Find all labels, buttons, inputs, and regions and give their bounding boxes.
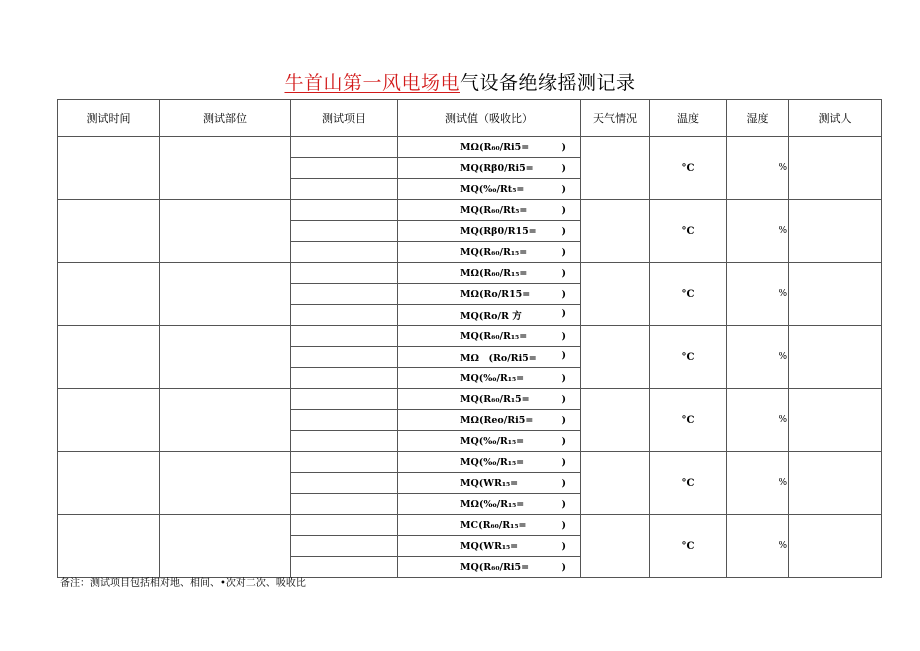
humidity-cell[interactable]: % [727, 200, 789, 263]
test-item-cell[interactable] [291, 284, 398, 305]
header-weather: 天气情况 [581, 100, 650, 137]
tester-cell[interactable] [789, 137, 882, 200]
humidity-cell[interactable]: % [727, 515, 789, 578]
test-item-cell[interactable] [291, 326, 398, 347]
test-item-cell[interactable] [291, 158, 398, 179]
tester-cell[interactable] [789, 326, 882, 389]
test-value-cell[interactable]: MQ(Ro/R 方 ) [398, 305, 581, 326]
test-value-cell[interactable]: MQ(R₆₀/R₁₅= ) [398, 326, 581, 347]
tester-cell[interactable] [789, 200, 882, 263]
test-item-cell[interactable] [291, 473, 398, 494]
table-row [58, 137, 882, 158]
table-row [58, 200, 882, 221]
title-station: 牛首山第一风电场电 [284, 72, 460, 94]
test-value-cell[interactable]: MC(R₆₀/R₁₅= ) [398, 515, 581, 536]
test-value-cell[interactable]: MΩ (Ro/Ri5= ) [398, 347, 581, 368]
test-item-cell[interactable] [291, 305, 398, 326]
test-item-cell[interactable] [291, 263, 398, 284]
insulation-record-table [57, 99, 882, 578]
weather-cell[interactable] [581, 515, 650, 578]
tester-cell[interactable] [789, 452, 882, 515]
tester-cell[interactable] [789, 515, 882, 578]
test-location-cell[interactable] [160, 200, 291, 263]
test-time-cell[interactable] [58, 263, 160, 326]
temperature-cell[interactable]: °C [650, 200, 727, 263]
test-value-cell[interactable]: MQ(R₆₀/Rt₅= ) [398, 200, 581, 221]
test-item-cell[interactable] [291, 200, 398, 221]
humidity-cell[interactable]: % [727, 326, 789, 389]
test-value-cell[interactable]: MQ(‰/R₁₅= ) [398, 452, 581, 473]
header-humidity: 湿度 [727, 100, 789, 137]
humidity-cell[interactable]: % [727, 389, 789, 452]
temperature-cell[interactable]: °C [650, 137, 727, 200]
temperature-cell[interactable]: °C [650, 452, 727, 515]
test-value-cell[interactable]: MQ(R₆₀/R₁5= ) [398, 389, 581, 410]
test-value-cell[interactable]: MQ(R₆₀/Ri5= ) [398, 557, 581, 578]
test-time-cell[interactable] [58, 200, 160, 263]
test-item-cell[interactable] [291, 494, 398, 515]
test-item-cell[interactable] [291, 347, 398, 368]
weather-cell[interactable] [581, 200, 650, 263]
weather-cell[interactable] [581, 137, 650, 200]
tester-cell[interactable] [789, 389, 882, 452]
test-value-cell[interactable]: MQ(‰/Rt₅= ) [398, 179, 581, 200]
humidity-cell[interactable]: % [727, 263, 789, 326]
test-value-cell[interactable]: MΩ(‰/R₁₅= ) [398, 494, 581, 515]
temperature-cell[interactable]: °C [650, 263, 727, 326]
test-value-cell[interactable]: MQ(Rβ0/R15= ) [398, 221, 581, 242]
test-location-cell[interactable] [160, 263, 291, 326]
header-tester: 测试人 [789, 100, 882, 137]
test-value-cell[interactable]: MQ(Rβ0/Ri5= ) [398, 158, 581, 179]
test-item-cell[interactable] [291, 221, 398, 242]
temperature-cell[interactable]: °C [650, 515, 727, 578]
test-time-cell[interactable] [58, 515, 160, 578]
test-item-cell[interactable] [291, 179, 398, 200]
test-location-cell[interactable] [160, 326, 291, 389]
humidity-cell[interactable]: % [727, 452, 789, 515]
test-location-cell[interactable] [160, 452, 291, 515]
weather-cell[interactable] [581, 326, 650, 389]
test-location-cell[interactable] [160, 515, 291, 578]
header-temperature: 温度 [650, 100, 727, 137]
page-title [0, 68, 920, 95]
test-time-cell[interactable] [58, 137, 160, 200]
humidity-cell[interactable]: % [727, 137, 789, 200]
test-value-cell[interactable]: MΩ(R₆₀/R₁₅= ) [398, 263, 581, 284]
test-item-cell[interactable] [291, 389, 398, 410]
test-value-cell[interactable]: MQ(‰/R₁₅= ) [398, 431, 581, 452]
test-item-cell[interactable] [291, 515, 398, 536]
test-value-cell[interactable]: MΩ(R₆₀/Ri5= ) [398, 137, 581, 158]
test-item-cell[interactable] [291, 242, 398, 263]
test-value-cell[interactable]: MΩ(Reo/Ri5= ) [398, 410, 581, 431]
test-location-cell[interactable] [160, 137, 291, 200]
test-item-cell[interactable] [291, 410, 398, 431]
weather-cell[interactable] [581, 263, 650, 326]
header-test-value: 测试值（吸收比） [398, 100, 581, 137]
test-value-cell[interactable]: MQ(‰/R₁₅= ) [398, 368, 581, 389]
title-record: 气设备绝缘摇测记录 [460, 72, 636, 94]
test-item-cell[interactable] [291, 137, 398, 158]
weather-cell[interactable] [581, 389, 650, 452]
table-row [58, 515, 882, 536]
test-value-cell[interactable]: MΩ(Ro/R15= ) [398, 284, 581, 305]
test-time-cell[interactable] [58, 389, 160, 452]
test-item-cell[interactable] [291, 536, 398, 557]
table-row [58, 452, 882, 473]
test-location-cell[interactable] [160, 389, 291, 452]
header-test-location: 测试部位 [160, 100, 291, 137]
table-row [58, 326, 882, 347]
header-test-time: 测试时间 [58, 100, 160, 137]
test-value-cell[interactable]: MQ(WR₁₅= ) [398, 473, 581, 494]
header-row [58, 100, 882, 137]
test-value-cell[interactable]: MQ(WR₁₅= ) [398, 536, 581, 557]
test-item-cell[interactable] [291, 452, 398, 473]
temperature-cell[interactable]: °C [650, 389, 727, 452]
table-row [58, 389, 882, 410]
test-item-cell[interactable] [291, 557, 398, 578]
test-value-cell[interactable]: MQ(R₆₀/R₁₅= ) [398, 242, 581, 263]
temperature-cell[interactable]: °C [650, 326, 727, 389]
footnote: 备注：测试项目包括相对地、相间、•次对二次、吸收比 [60, 578, 306, 589]
tester-cell[interactable] [789, 263, 882, 326]
test-item-cell[interactable] [291, 368, 398, 389]
weather-cell[interactable] [581, 452, 650, 515]
header-test-item: 测试项目 [291, 100, 398, 137]
table-row [58, 263, 882, 284]
test-time-cell[interactable] [58, 326, 160, 389]
test-time-cell[interactable] [58, 452, 160, 515]
test-item-cell[interactable] [291, 431, 398, 452]
